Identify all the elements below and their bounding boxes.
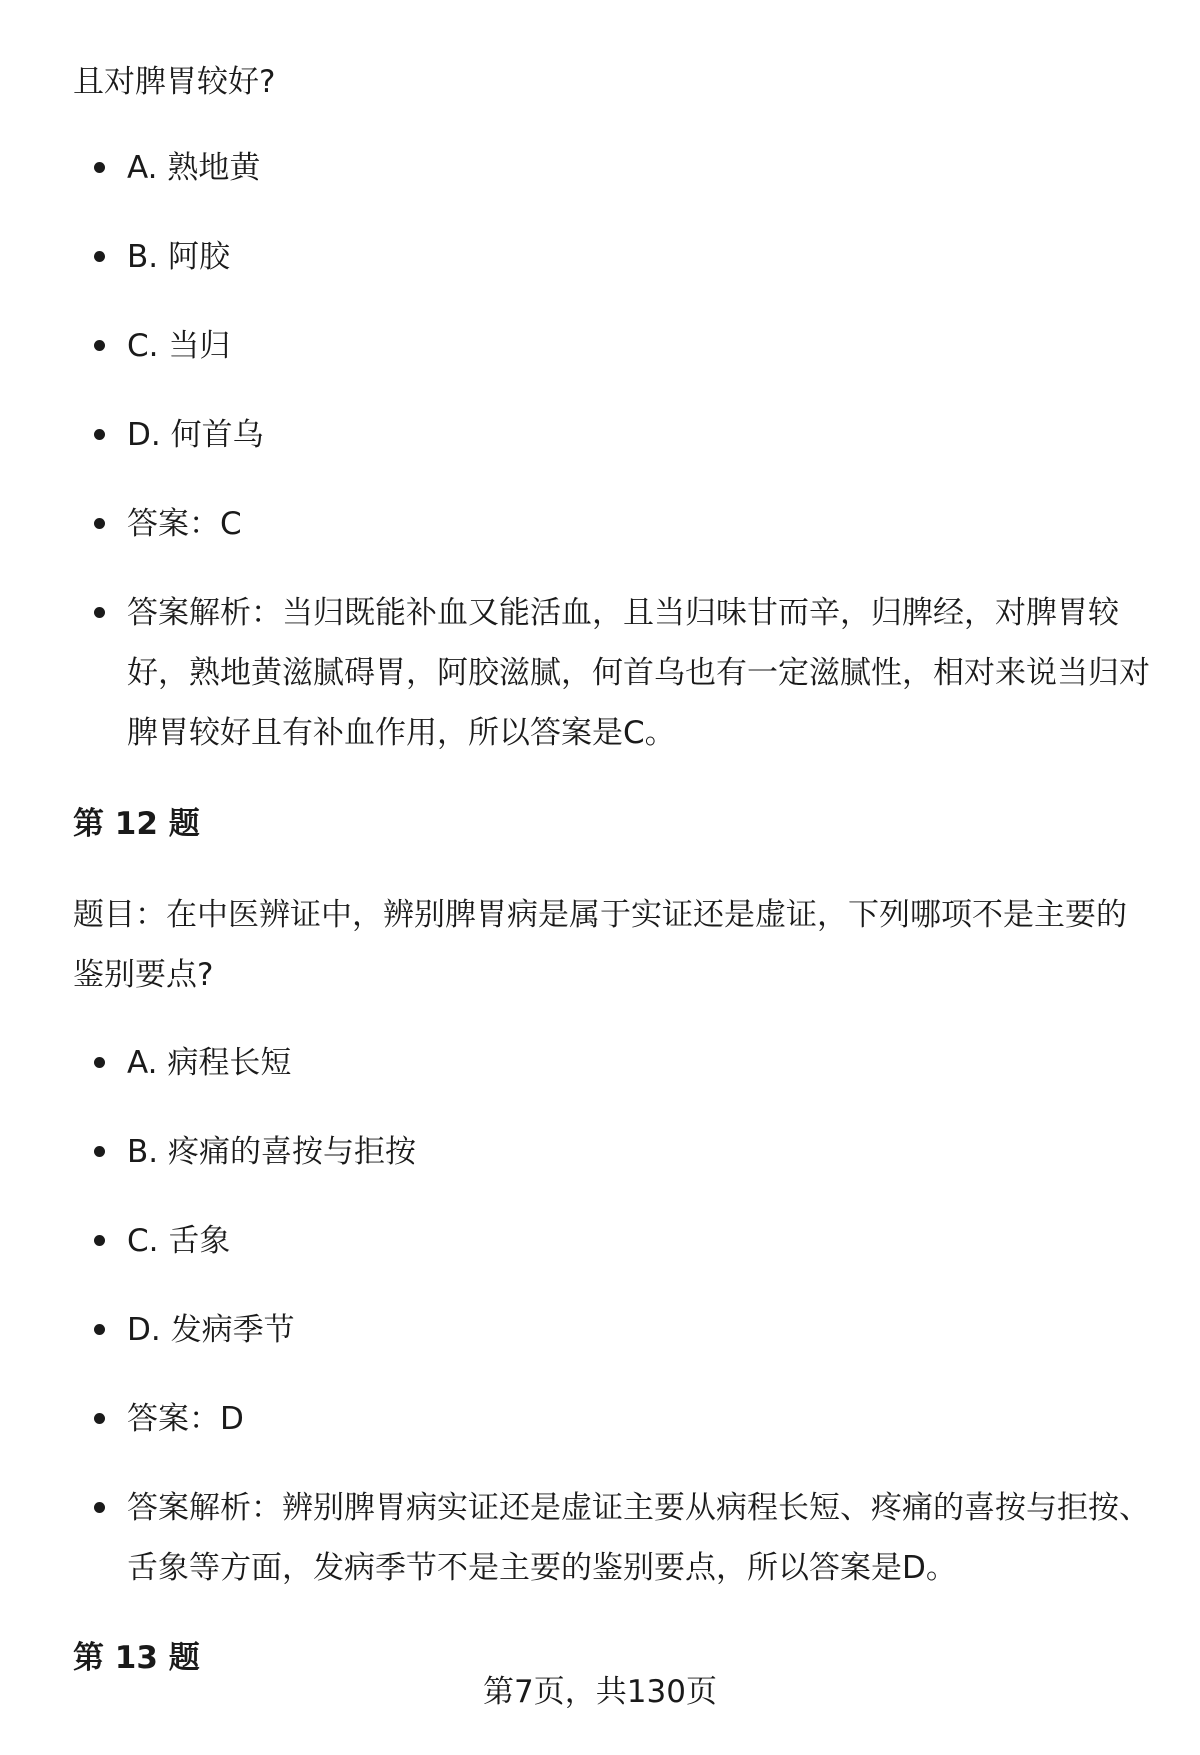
option-d: D. 何首乌 xyxy=(94,405,1154,465)
bullet-icon xyxy=(94,1502,105,1513)
question-stem: 题目：在中医辨证中，辨别脾胃病是属于实证还是虚证，下列哪项不是主要的鉴别要点? xyxy=(73,897,1127,993)
bullet-icon xyxy=(94,518,105,529)
question-title: 第 12 题 xyxy=(73,806,200,842)
bullet-icon xyxy=(94,340,105,351)
option-b: B. 疼痛的喜按与拒按 xyxy=(94,1122,1154,1182)
option-d: D. 发病季节 xyxy=(94,1300,1154,1360)
answer: 答案：D xyxy=(94,1389,1154,1449)
bullet-icon xyxy=(94,1324,105,1335)
bullet-icon xyxy=(94,1057,105,1068)
answer: 答案：C xyxy=(94,494,1154,554)
bullet-icon xyxy=(94,1235,105,1246)
question-stem-continued: 且对脾胃较好? xyxy=(73,64,276,100)
page-number: 第7页，共130页 xyxy=(483,1674,717,1710)
bullet-icon xyxy=(94,162,105,173)
option-b: B. 阿胶 xyxy=(94,227,1154,287)
bullet-icon xyxy=(94,607,105,618)
option-c: C. 舌象 xyxy=(94,1211,1154,1271)
answer-explanation: 答案解析：辨别脾胃病实证还是虚证主要从病程长短、疼痛的喜按与拒按、舌象等方面，发病季节不是主要的鉴别要点，所以答案是D。 xyxy=(94,1478,1154,1598)
option-c: C. 当归 xyxy=(94,316,1154,376)
answer-explanation: 答案解析：当归既能补血又能活血，且当归味甘而辛，归脾经，对脾胃较好，熟地黄滋腻碍胃，阿胶滋腻，何首乌也有一定滋腻性，相对来说当归对脾胃较好且有补血作用，所以答案是C。 xyxy=(94,583,1154,763)
question-title: 第 13 题 xyxy=(73,1640,200,1676)
bullet-icon xyxy=(94,251,105,262)
bullet-icon xyxy=(94,1146,105,1157)
option-a: A. 病程长短 xyxy=(94,1033,1154,1093)
bullet-icon xyxy=(94,429,105,440)
option-a: A. 熟地黄 xyxy=(94,138,1154,198)
bullet-icon xyxy=(94,1413,105,1424)
